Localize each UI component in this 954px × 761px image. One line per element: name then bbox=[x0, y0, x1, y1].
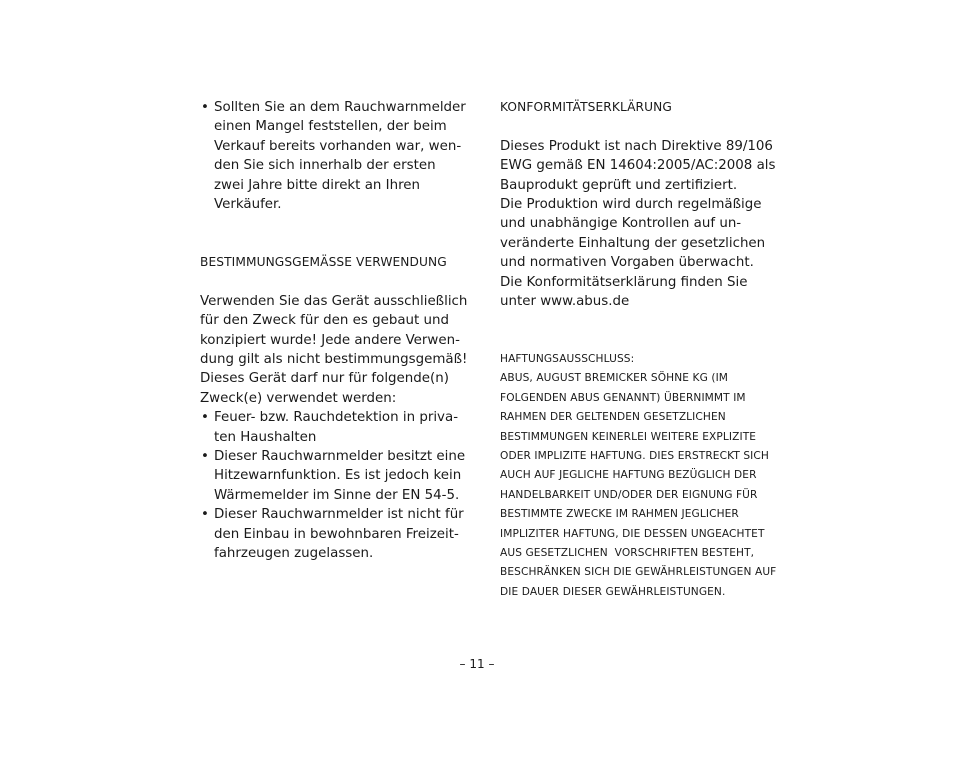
disclaimer-line: BESCHRÄNKEN SICH DIE GEWÄHRLEISTUNGEN AUF bbox=[500, 566, 777, 579]
disclaimer-line: DIE DAUER DIESER GEWÄHRLEISTUNGEN. bbox=[500, 585, 726, 598]
disclaimer-line: ABUS, AUGUST BREMICKER SÖHNE KG (IM bbox=[500, 372, 729, 385]
bullet-text: einen Mangel feststellen, der beim bbox=[214, 119, 447, 135]
bullet-text: Verkauf bereits vorhanden war, wen- bbox=[214, 138, 462, 154]
paragraph-line: Bauprodukt geprüft und zertifiziert. bbox=[500, 177, 738, 193]
bullet-text: Dieser Rauchwarnmelder besitzt eine bbox=[214, 449, 466, 465]
liability-disclaimer bbox=[500, 350, 777, 602]
bullet-text: Wärmemelder im Sinne der EN 54-5. bbox=[214, 487, 460, 503]
bullet-line bbox=[200, 117, 470, 136]
left-column bbox=[200, 98, 470, 563]
paragraph-line: Die Konformitätserklärung finden Sie bbox=[500, 274, 748, 290]
disclaimer-line: RAHMEN DER GELTENDEN GESETZLICHEN bbox=[500, 411, 726, 424]
paragraph-line: und unabhängige Kontrollen auf un- bbox=[500, 216, 742, 232]
disclaimer-line: IMPLIZITER HAFTUNG, DIE DESSEN UNGEACHTET bbox=[500, 527, 765, 540]
disclaimer-line: BESTIMMTE ZWECKE IM RAHMEN JEGLICHER bbox=[500, 508, 739, 521]
section-heading-conformity: KONFORMITÄTSERKLÄRUNG bbox=[500, 100, 672, 114]
section-heading-intended-use: BESTIMMUNGSGEMÄSSE VERWENDUNG bbox=[200, 255, 447, 270]
bullet-line bbox=[200, 525, 470, 544]
bullet-text: den Sie sich innerhalb der ersten bbox=[214, 158, 436, 174]
page-number: – 11 – bbox=[459, 657, 495, 671]
bullet-line bbox=[200, 428, 470, 447]
paragraph-line: für den Zweck für den es gebaut und bbox=[200, 313, 450, 329]
disclaimer-line: FOLGENDEN ABUS GENANNT) ÜBERNIMMT IM bbox=[500, 391, 746, 404]
paragraph-line: unter www.abus.de bbox=[500, 293, 630, 309]
spacer bbox=[200, 273, 470, 292]
paragraph-line: Dieses Produkt ist nach Direktive 89/106 bbox=[500, 138, 773, 154]
bullet-line bbox=[200, 137, 470, 156]
bullet-dot: • bbox=[201, 410, 209, 426]
disclaimer-line: AUCH AUF JEGLICHE HAFTUNG BEZÜGLICH DER bbox=[500, 469, 757, 482]
disclaimer-line: BESTIMMUNGEN KEINERLEI WEITERE EXPLIZITE bbox=[500, 430, 757, 443]
bullet-text: Feuer- bzw. Rauchdetektion in priva- bbox=[214, 410, 459, 426]
paragraph-line: Verwenden Sie das Gerät ausschließlich bbox=[200, 293, 468, 309]
bullet-line bbox=[200, 98, 470, 117]
disclaimer-line: AUS GESETZLICHEN VORSCHRIFTEN BESTEHT, bbox=[500, 547, 755, 559]
paragraph-line: Zweck(e) verwendet werden: bbox=[200, 390, 397, 406]
intended-use-paragraph bbox=[200, 292, 470, 408]
right-column bbox=[500, 98, 777, 602]
paragraph-line: Die Produktion wird durch regelmäßige bbox=[500, 196, 762, 212]
paragraph-line: EWG gemäß EN 14604:2005/AC:2008 als bbox=[500, 158, 776, 174]
spacer bbox=[500, 311, 770, 350]
disclaimer-line: HAFTUNGSAUSSCHLUSS: bbox=[500, 353, 635, 366]
bullet-text: Dieser Rauchwarnmelder ist nicht für bbox=[214, 507, 464, 523]
bullet-text: Hitzewarnfunktion. Es ist jedoch kein bbox=[214, 468, 462, 484]
paragraph-line: und normativen Vorgaben überwacht. bbox=[500, 255, 754, 271]
bullet-text: ten Haushalten bbox=[214, 429, 317, 445]
disclaimer-line: ODER IMPLIZITE HAFTUNG. DIES ERSTRECKT SICH bbox=[500, 450, 769, 463]
bullet-line bbox=[200, 447, 470, 466]
bullet-dot: • bbox=[201, 100, 209, 115]
bullet-line bbox=[200, 486, 470, 505]
list-item bbox=[200, 447, 470, 505]
spacer bbox=[200, 214, 470, 253]
conformity-paragraph bbox=[500, 137, 776, 312]
bullet-line bbox=[200, 544, 470, 563]
bullet-line bbox=[200, 505, 470, 524]
bullet-line bbox=[200, 195, 470, 214]
bullet-text: zwei Jahre bitte direkt an Ihren bbox=[214, 177, 421, 193]
bullet-text: den Einbau in bewohnbaren Freizeit- bbox=[214, 526, 459, 542]
bullet-text: Sollten Sie an dem Rauchwarnmelder bbox=[214, 100, 466, 115]
paragraph-line: veränderte Einhaltung der gesetzlichen bbox=[500, 235, 766, 251]
intended-use-bullet-list bbox=[200, 408, 470, 563]
bullet-dot: • bbox=[201, 449, 209, 465]
bullet-text: Verkäufer. bbox=[214, 196, 282, 212]
bullet-line bbox=[200, 408, 470, 427]
disclaimer-line: HANDELBARKEIT UND/ODER DER EIGNUNG FÜR bbox=[500, 488, 758, 501]
bullet-line bbox=[200, 156, 470, 175]
paragraph-line: dung gilt als nicht bestimmungsgemäß! bbox=[200, 352, 468, 368]
warranty-bullet bbox=[200, 98, 470, 214]
bullet-text: fahrzeugen zugelassen. bbox=[214, 546, 374, 561]
list-item bbox=[200, 408, 470, 447]
bullet-line bbox=[200, 176, 470, 195]
paragraph-line: konzipiert wurde! Jede andere Verwen- bbox=[200, 332, 460, 348]
list-item bbox=[200, 505, 470, 563]
spacer bbox=[500, 117, 770, 136]
bullet-dot: • bbox=[201, 507, 209, 523]
paragraph-line: Dieses Gerät darf nur für folgende(n) bbox=[200, 371, 449, 387]
bullet-line bbox=[200, 466, 470, 485]
